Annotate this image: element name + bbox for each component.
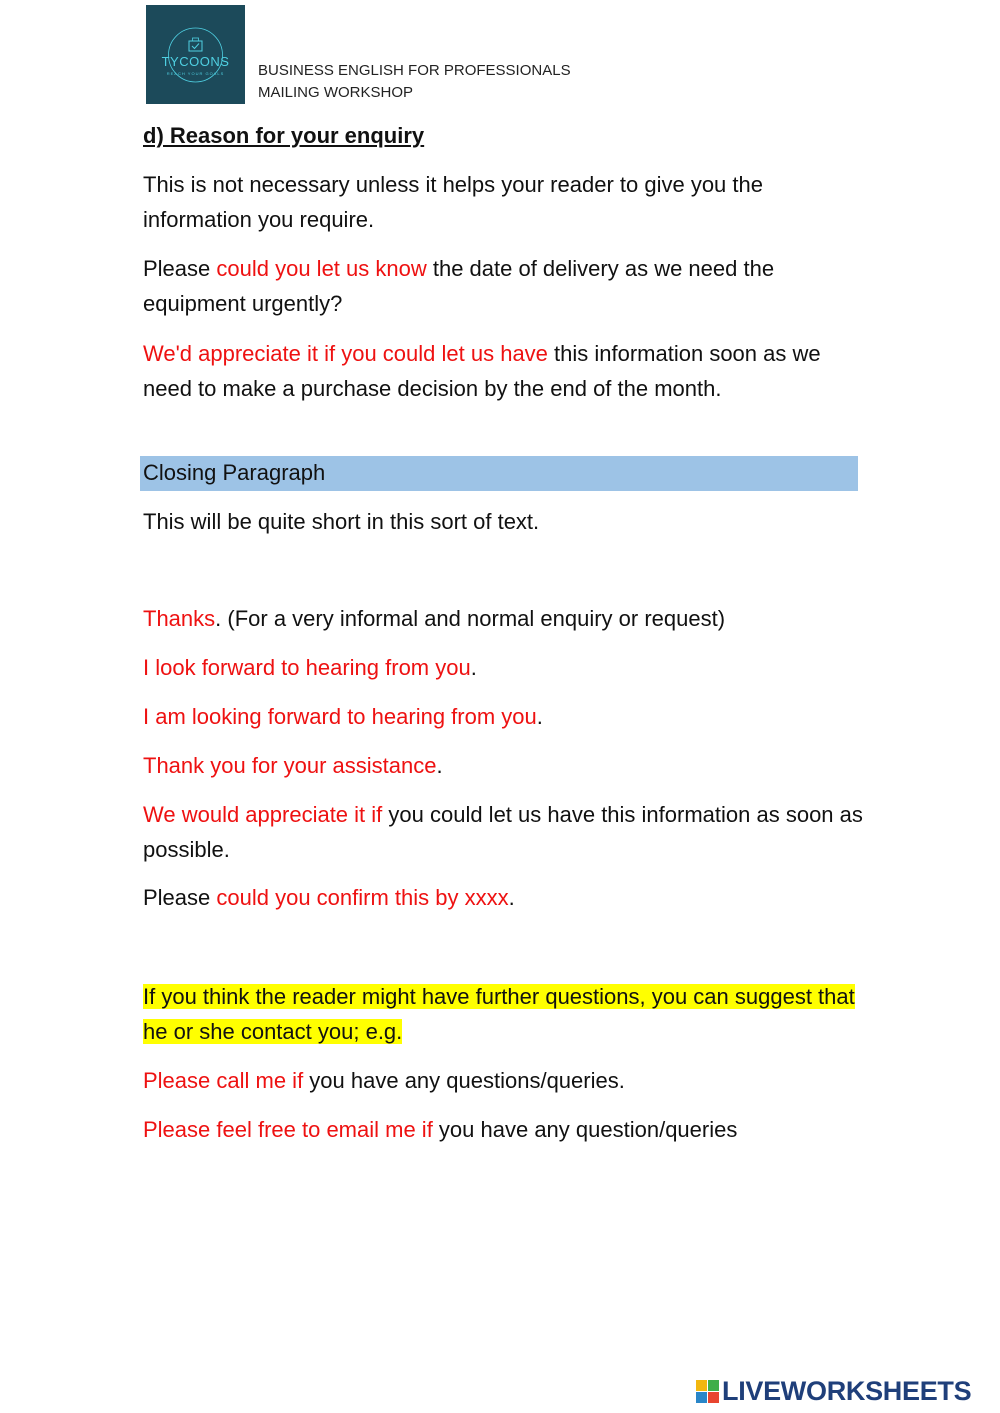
tycoons-logo (146, 5, 245, 104)
plain-text: you could let us have this information as soon as possible. (143, 802, 863, 862)
closing-phrase (143, 650, 863, 685)
key-phrase: We would appreciate it if (143, 802, 383, 827)
plain-text: . (470, 655, 477, 680)
contact-phrase (143, 1112, 863, 1147)
plain-text: the date of delivery as we need the equipment urgently? (143, 256, 775, 316)
example-paragraph (143, 336, 863, 406)
liveworksheets-logo-icon (696, 1380, 720, 1404)
plain-text: Please (143, 885, 217, 910)
section-heading: d) Reason for your enquiry (143, 123, 425, 148)
logo-tagline: REACH YOUR GOALS (166, 71, 225, 76)
key-phrase: We'd appreciate it if you could let us have (143, 341, 548, 366)
key-phrase: Please call me if (143, 1068, 304, 1093)
key-phrase: could you confirm this by xxxx (216, 885, 509, 910)
plain-text: this information soon as we need to make a purchase decision by the end of the month. (143, 341, 821, 401)
closing-paragraph-title: Closing Paragraph (143, 460, 326, 485)
confirm-phrase (143, 880, 863, 915)
plain-text: . (For a very informal and normal enquiry or request) (215, 606, 726, 631)
plain-text: you have any question/queries (432, 1117, 738, 1142)
plain-text: . (436, 753, 443, 778)
brand-name: LIVEWORKSHEETS (722, 1376, 972, 1406)
closing-phrase (143, 748, 863, 783)
closing-phrase (143, 699, 863, 734)
key-phrase: Thanks (143, 606, 216, 631)
key-phrase: could you let us know (216, 256, 427, 281)
closing-intro: This will be quite short in this sort of text. (143, 509, 540, 534)
key-phrase: Thank you for your assistance (143, 753, 437, 778)
logo-wordmark: TYCOONS (161, 54, 230, 69)
liveworksheets-brand (696, 1378, 992, 1408)
highlighted-text: If you think the reader might have further questions, you can suggest that he or she contact you; e.g. (143, 984, 855, 1044)
contact-phrase (143, 1063, 863, 1098)
key-phrase: Please feel free to email me if (143, 1117, 433, 1142)
section-intro: This is not necessary unless it helps your reader to give you the information you require. (143, 172, 763, 232)
plain-text: you have any questions/queries. (303, 1068, 625, 1093)
closing-phrase (143, 797, 863, 867)
course-title: BUSINESS ENGLISH FOR PROFESSIONALS (258, 62, 571, 79)
closing-phrase (143, 601, 863, 636)
plain-text: . (508, 885, 515, 910)
workshop-title: MAILING WORKSHOP (258, 84, 414, 101)
example-paragraph (143, 251, 863, 321)
plain-text: . (536, 704, 543, 729)
key-phrase: I am looking forward to hearing from you (143, 704, 537, 729)
highlighted-tip (143, 979, 863, 1049)
plain-text: Please (143, 256, 217, 281)
key-phrase: I look forward to hearing from you (143, 655, 471, 680)
